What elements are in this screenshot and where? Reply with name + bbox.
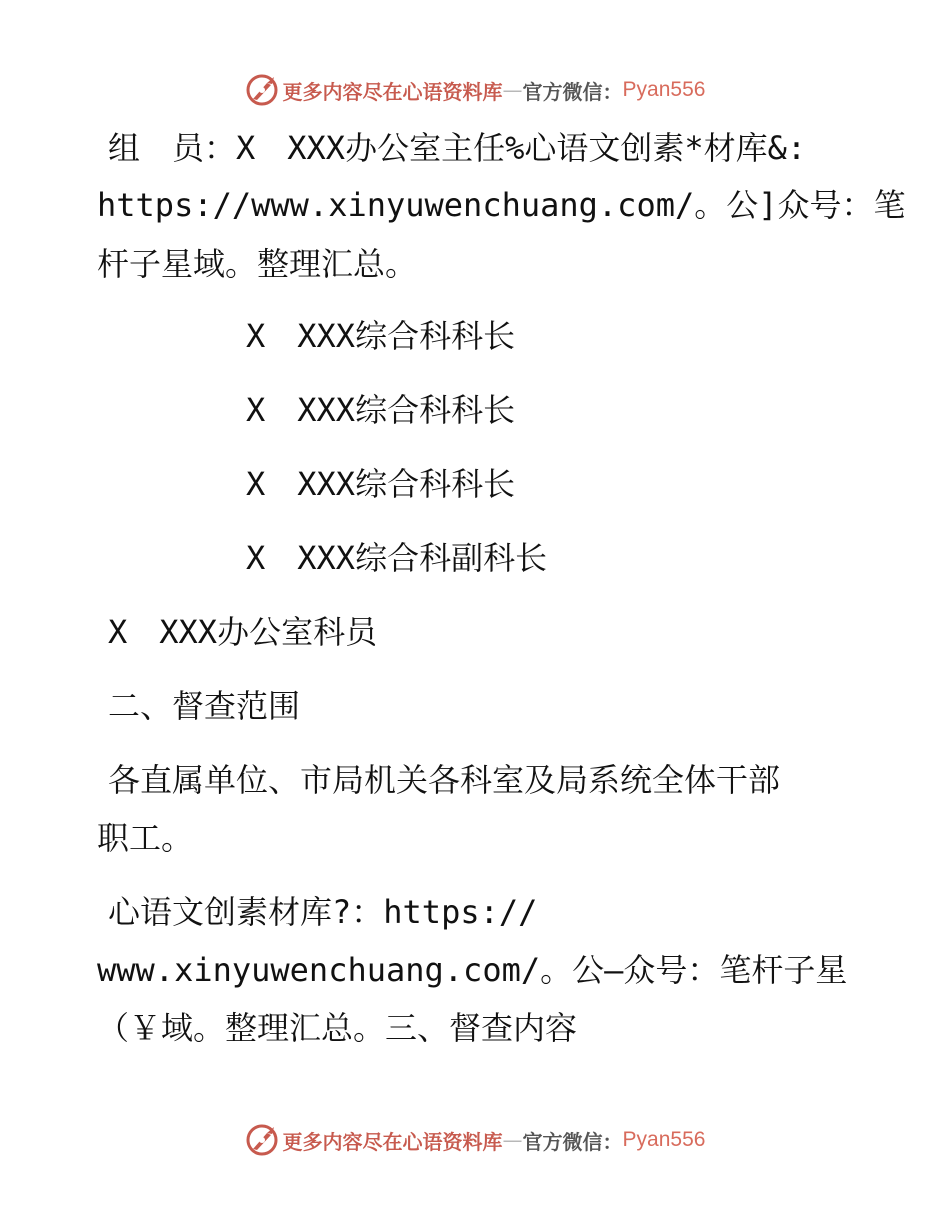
footer-watermark-banner — [0, 1120, 950, 1160]
banner-site-text: 更多内容尽在心语资料库 — [282, 1129, 503, 1154]
header-watermark-banner — [0, 70, 950, 110]
doc-line-member-1: X XXX综合科科长 — [246, 317, 516, 355]
banner-wechat-label: 官方微信： — [522, 1129, 623, 1154]
quill-logo-icon — [245, 73, 279, 107]
banner-wechat-id: Pyan556 — [622, 78, 706, 101]
banner-site-text: 更多内容尽在心语资料库 — [282, 79, 503, 104]
banner-wechat-label: 官方微信： — [522, 79, 623, 104]
quill-logo-icon — [245, 1123, 279, 1157]
doc-line-member-4: X XXX综合科副科长 — [246, 539, 548, 577]
banner-separator: — — [502, 1128, 523, 1152]
doc-line-member-2: X XXX综合科科长 — [246, 391, 516, 429]
doc-line-summary-1: 杆子星域。整理汇总。 — [97, 245, 418, 283]
doc-line-source-3: （￥域。整理汇总。三、督查内容 — [97, 1009, 578, 1047]
doc-line-source-2: www.xinyuwenchuang.com/。公—众号：笔杆子星 — [97, 951, 848, 989]
doc-line-source-1: 心语文创素材库?：https:// — [108, 893, 538, 931]
doc-line-member-5: X XXX办公室科员 — [108, 613, 378, 651]
doc-line-scope-1: 各直属单位、市局机关各科室及局系统全体干部 — [108, 761, 781, 799]
banner-wechat-id: Pyan556 — [622, 1128, 706, 1151]
doc-line-members: 组 员：X XXX办公室主任%心语文创素*材库&: — [108, 129, 807, 167]
doc-heading-scope: 二、督查范围 — [108, 687, 301, 725]
doc-line-url-1: https://www.xinyuwenchuang.com/。公]众号：笔 — [97, 186, 906, 224]
banner-separator: — — [502, 78, 523, 102]
doc-line-scope-2: 职工。 — [97, 819, 194, 857]
doc-line-member-3: X XXX综合科科长 — [246, 465, 516, 503]
